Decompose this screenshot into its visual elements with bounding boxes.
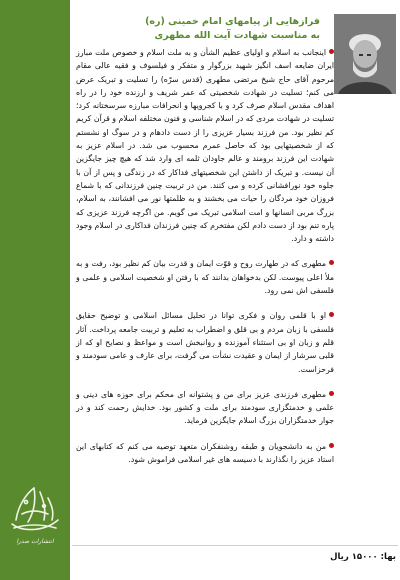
logo-caption: انتشارات صدرا (16, 538, 54, 545)
bullet-icon (329, 260, 334, 265)
title-line-1: فرازهایی از پیامهای امام خمینی (ره) (145, 16, 320, 27)
paragraph-text: او با قلمی روان و فکری توانا در تحلیل مسائل اسلامی و توضیح حقایق فلسفی با زبان مردم و بی قلق و اضطراب به تعلیم و تربیت جامعه پرداخت. آثار قلم و زبان او بی استثناء آموزنده و روانبخش است و مواعظ و نصایح او که از قلبی سرشار از ایمان و عقیدت نشأت می گرفت، برای عارف و عامی سودمند و فرحزاست. (76, 311, 334, 374)
bullet-icon (329, 443, 334, 448)
page-title (76, 15, 320, 43)
paragraph-text: اینجانب به اسلام و اولیای عظیم الشأن و به ملت اسلام و خصوص ملت مبارز ایران ضایعه اسف انگیز شهید بزرگوار و متفکر و فیلسوف و فقیه عالی مقام مرحوم آقای حاج شیخ مرتضی مطهری (قدس سرّه) را تسلیت و تبریک عرض می کنم؛ تسلیت در شهادت شخصیتی که عمر شریف و ارزنده خود را در راه اهداف مقدس اسلام صرف کرد و با کجرویها و انحرافات مبارزه سرسختانه کرد؛ تسلیت در شهادت مردی که در اسلام شناسی و فنون مختلفه اسلام و قرآن کریم کم نظیر بود. من فرزند بسیار عزیزی را از دست دادهام و در سوگ او نشستم که از شخصیتهایی بود که حاصل عمرم محسوب می شد. در اسلام عزیز به شهادت این فرزند برومند و عالم جاودان ثلمه ای وارد شد که هیچ چیز جایگزین آن نیست. و تبریک از داشتن این شخصیتهای فداکار که در زندگی و پس از آن با جلوه خود نورافشانی کرده و می کنند. من در تربیت چنین فرزندانی که با شماع فروزان خود مردگان را حیات می بخشند و به ظلمتها نور می افشانند، به اسلام، بزرگ مربی انسانها و امت اسلامی تبریک می گویم. من اگرچه فرزند عزیزی که پاره تنم بود از دست دادم لکن مفتخرم که چنین فرزندان فداکاری در اسلام وجود داشته و دارد. (75, 48, 334, 244)
publisher-logo (4, 480, 66, 550)
portrait-photo (334, 14, 396, 94)
green-sidebar (0, 0, 70, 580)
paragraph-text: مطهری که در طهارت روح و قوّت ایمان و قدرت بیان کم نظیر بود، رفت و به ملأ اعلی پیوست. لکن بدخواهان بدانند که با رفتن او شخصیت اسلامی و علمی و فلسفی اش نمی رود. (76, 259, 334, 296)
paragraph-3 (76, 309, 334, 375)
paragraph-5 (76, 440, 334, 467)
bullet-icon (329, 49, 334, 54)
bullet-icon (329, 391, 334, 396)
paragraph-text: مطهری فرزندی عزیز برای من و پشتوانه ای محکم برای حوزه های دینی و علمی و خدمتگزاری سودمند برای ملت و کشور بود. خدایش رحمت کند و در جوار خدمتگزاران بزرگ اسلام جایگزین فرماید. (76, 389, 334, 426)
paragraph-4 (76, 388, 334, 428)
paragraph-text: من به دانشجویان و طبقه روشنفکران متعهد توصیه می کنم که کتابهای این استاد عزیز را نگذارند با دسیسه های غیر اسلامی فراموش شود. (76, 441, 334, 465)
footer-divider (72, 545, 398, 546)
paragraph-2 (76, 257, 334, 297)
calligraphy-logo-icon (4, 480, 66, 538)
bullet-icon (329, 312, 334, 317)
title-line-2: به مناسبت شهادت آیت الله مطهری (154, 30, 320, 41)
price-label: بها: ۱۵۰۰۰ ریال (330, 552, 396, 562)
paragraph-1 (76, 46, 334, 245)
message-excerpts (76, 46, 334, 478)
